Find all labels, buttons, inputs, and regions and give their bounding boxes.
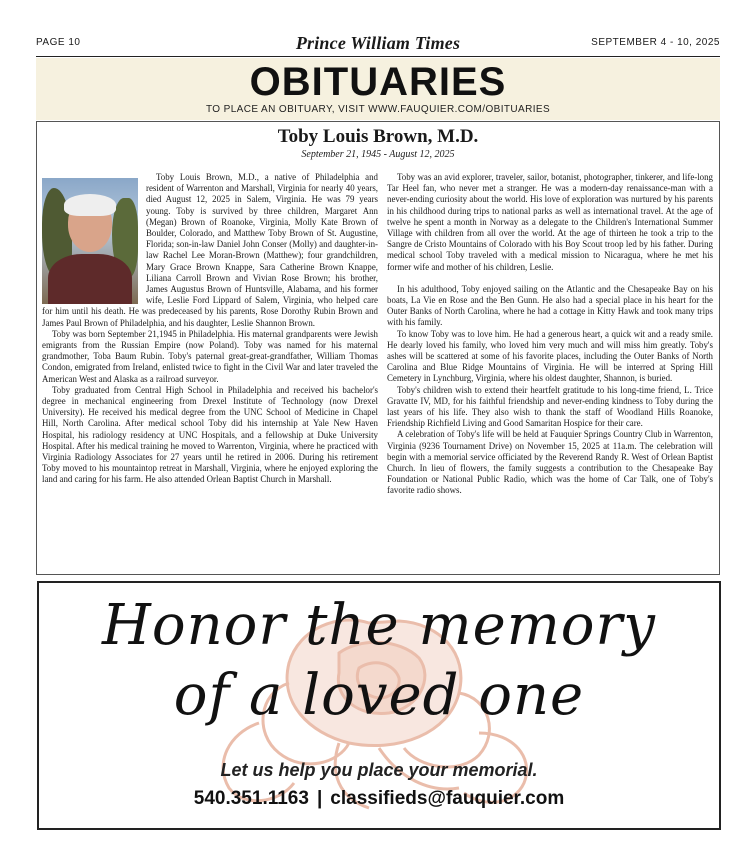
ad-contact (39, 788, 719, 810)
ad-tagline: Let us help you place your memorial. (220, 760, 538, 780)
obituary-dates: September 21, 1945 - August 12, 2025 (301, 149, 455, 160)
ad-email[interactable]: classifieds@fauquier.com (330, 788, 565, 809)
obituary-paragraph: Toby graduated from Central High School in Philadelphia and received his bachelor's degree in mechanical engineering from Drexel Institute of Technology (now Drexel University). He received his medical degree from the UNC School of Medicine in Chapel Hill, North Carolina. After medical school Toby did his internship at Yale New Haven Hospital, his radiology residency at UNC Hospitals, and a fellowship at Duke University Hospital. After his medical training he moved to Warrenton, Virginia, where he practiced with Virginia Radiology Associates for 27 years until he retired in 2006. During his retirement Toby moved to his mountaintop retreat in Marshall, Virginia, where he enjoyed exploring the land and caring for his farm. He also attended Orlean Baptist Church in Marshall. (42, 384, 378, 485)
section-subtitle: TO PLACE AN OBITUARY, VISIT WWW.FAUQUIER.COM/OBITUARIES (205, 104, 551, 115)
issue-date: SEPTEMBER 4 - 10, 2025 (591, 37, 720, 48)
obituary-paragraph: To know Toby was to love him. He had a generous heart, a quick wit and a ready smile. He dearly loved his family, who loved him very much and will miss him greatly. Toby's ashes will be scattered at some of his favorite places, including the Outer Banks of North Carolina and Blue Ridge Mountains of Virginia. He will be interred at Spring Hill Cemetery in Lynchburg, Virginia, where his oldest daughter, Shannon, is buried. (387, 328, 713, 384)
obituary-column-right (387, 172, 713, 497)
obituary-paragraph: A celebration of Toby's life will be held at Fauquier Springs Country Club in Warrenton, Virginia (9236 Tournament Drive) on November 15, 2025 at 11a.m. The celebration will begin with a memorial service officiated by the Reverend Randy R. West of Orlean Baptist Church. In lieu of flowers, the family suggests a contribution to the Chesapeake Bay Foundation or National Public Radio, which was the home of Car Talk, one of Toby's favorite radio shows. (387, 429, 713, 496)
obituary-paragraph: In his adulthood, Toby enjoyed sailing on the Atlantic and the Chesapeake Bay on his boats, La Vie en Rose and the Ben Gunn. He also had a special place in his heart for the Outer Banks of North Carolina, where he had a cottage in Kitty Hawk and took many trips with his family. (387, 283, 713, 328)
section-banner (36, 58, 720, 120)
obituary-paragraph: Toby was an avid explorer, traveler, sailor, botanist, photographer, tinkerer, and life-long Tar Heel fan, who never met a stranger. He was a modern-day renaissance-man with a never-ending curiosity about the world. His love of exploration was nurtured by his parents in his childhood during trips to national parks as well as international travel. At the age of twelve he spent a month in Norway as a delegate to the Children's International Summer Village with children from all over the world. At the age of thirteen he took a trip to the Sangre de Cristo Mountains of Colorado with his Boy Scout troop led by his father. During medical school Toby traveled with a medical mission to Nicaragua, where he met his former wife and mother of his children, Leslie. (387, 172, 713, 272)
portrait-photo (42, 178, 138, 304)
obituary-paragraph: Toby's children wish to extend their heartfelt gratitude to his long-time friend, L. Trice Gravatte IV, MD, for his faithful friendship and never-ending kindness to Toby during the last years of his life. They also wish to thank the staff of Woodland Hills Roanoke, Friendship Richfield Living and Good Samaritan Hospice for their care. (387, 384, 713, 429)
obituary-box (36, 121, 720, 575)
page-number: PAGE 10 (36, 37, 81, 48)
page-header (36, 33, 720, 55)
ad-separator: | (316, 788, 323, 809)
ad-headline-1: Honor the memory (102, 593, 656, 658)
obituary-paragraph: Toby was born September 21,1945 in Philadelphia. His maternal grandparents were Jewish emigrants from the Russian Empire (now Poland). Toby was named for his maternal grandmother, Toba Baum Rubin. Toby's paternal great-great-grandfather, William Thomas Condon, emigrated from Ireland, enlisted twice to fight in the Civil War and later traveled the American West and Alaska as a railroad surveyor. (42, 328, 378, 384)
header-rule (36, 56, 720, 57)
obituary-paragraph: Toby Louis Brown, M.D., a native of Philadelphia and resident of Warrenton and Marshall, Virginia for nearly 40 years, died August 12, 2025 in Salem, Virginia. He was 79 years young. Toby is survived by three children, Margaret Ann (Megan) Brown of Roanoke, Virginia, Molly Kate Brown of Boulder, Colorado, and Matthew Toby Brown of St. Augustine, Florida; son-in-law Daniel John Conser (Molly) and daughter-in-law Rachel Lee Moran-Brown (Matthew); four grandchildren, Mary Grace Brown Knappe, Sara Catherine Brown Knappe, Liliana Carroll Brown and Vivian Rose Brown; his brother, James Augustus Brown of Huntsville, Alabama, and his former wife, Leslie Ford Lippard of Salem, Virginia, who helped care for him until his death. He was predeceased by his parents, Rose Dorothy Rubin Brown and James Paul Brown of Philadelphia, and his daughter, Leslie Shannon Brown. (42, 172, 378, 328)
ad-phone[interactable]: 540.351.1163 (193, 788, 309, 809)
ad-headline-2: of a loved one (173, 663, 585, 728)
memorial-ad (37, 581, 721, 830)
obituary-name: Toby Louis Brown, M.D. (277, 126, 479, 147)
obituary-column-left (42, 172, 378, 486)
section-title: OBITUARIES (249, 60, 507, 104)
masthead: Prince William Times (295, 33, 461, 53)
